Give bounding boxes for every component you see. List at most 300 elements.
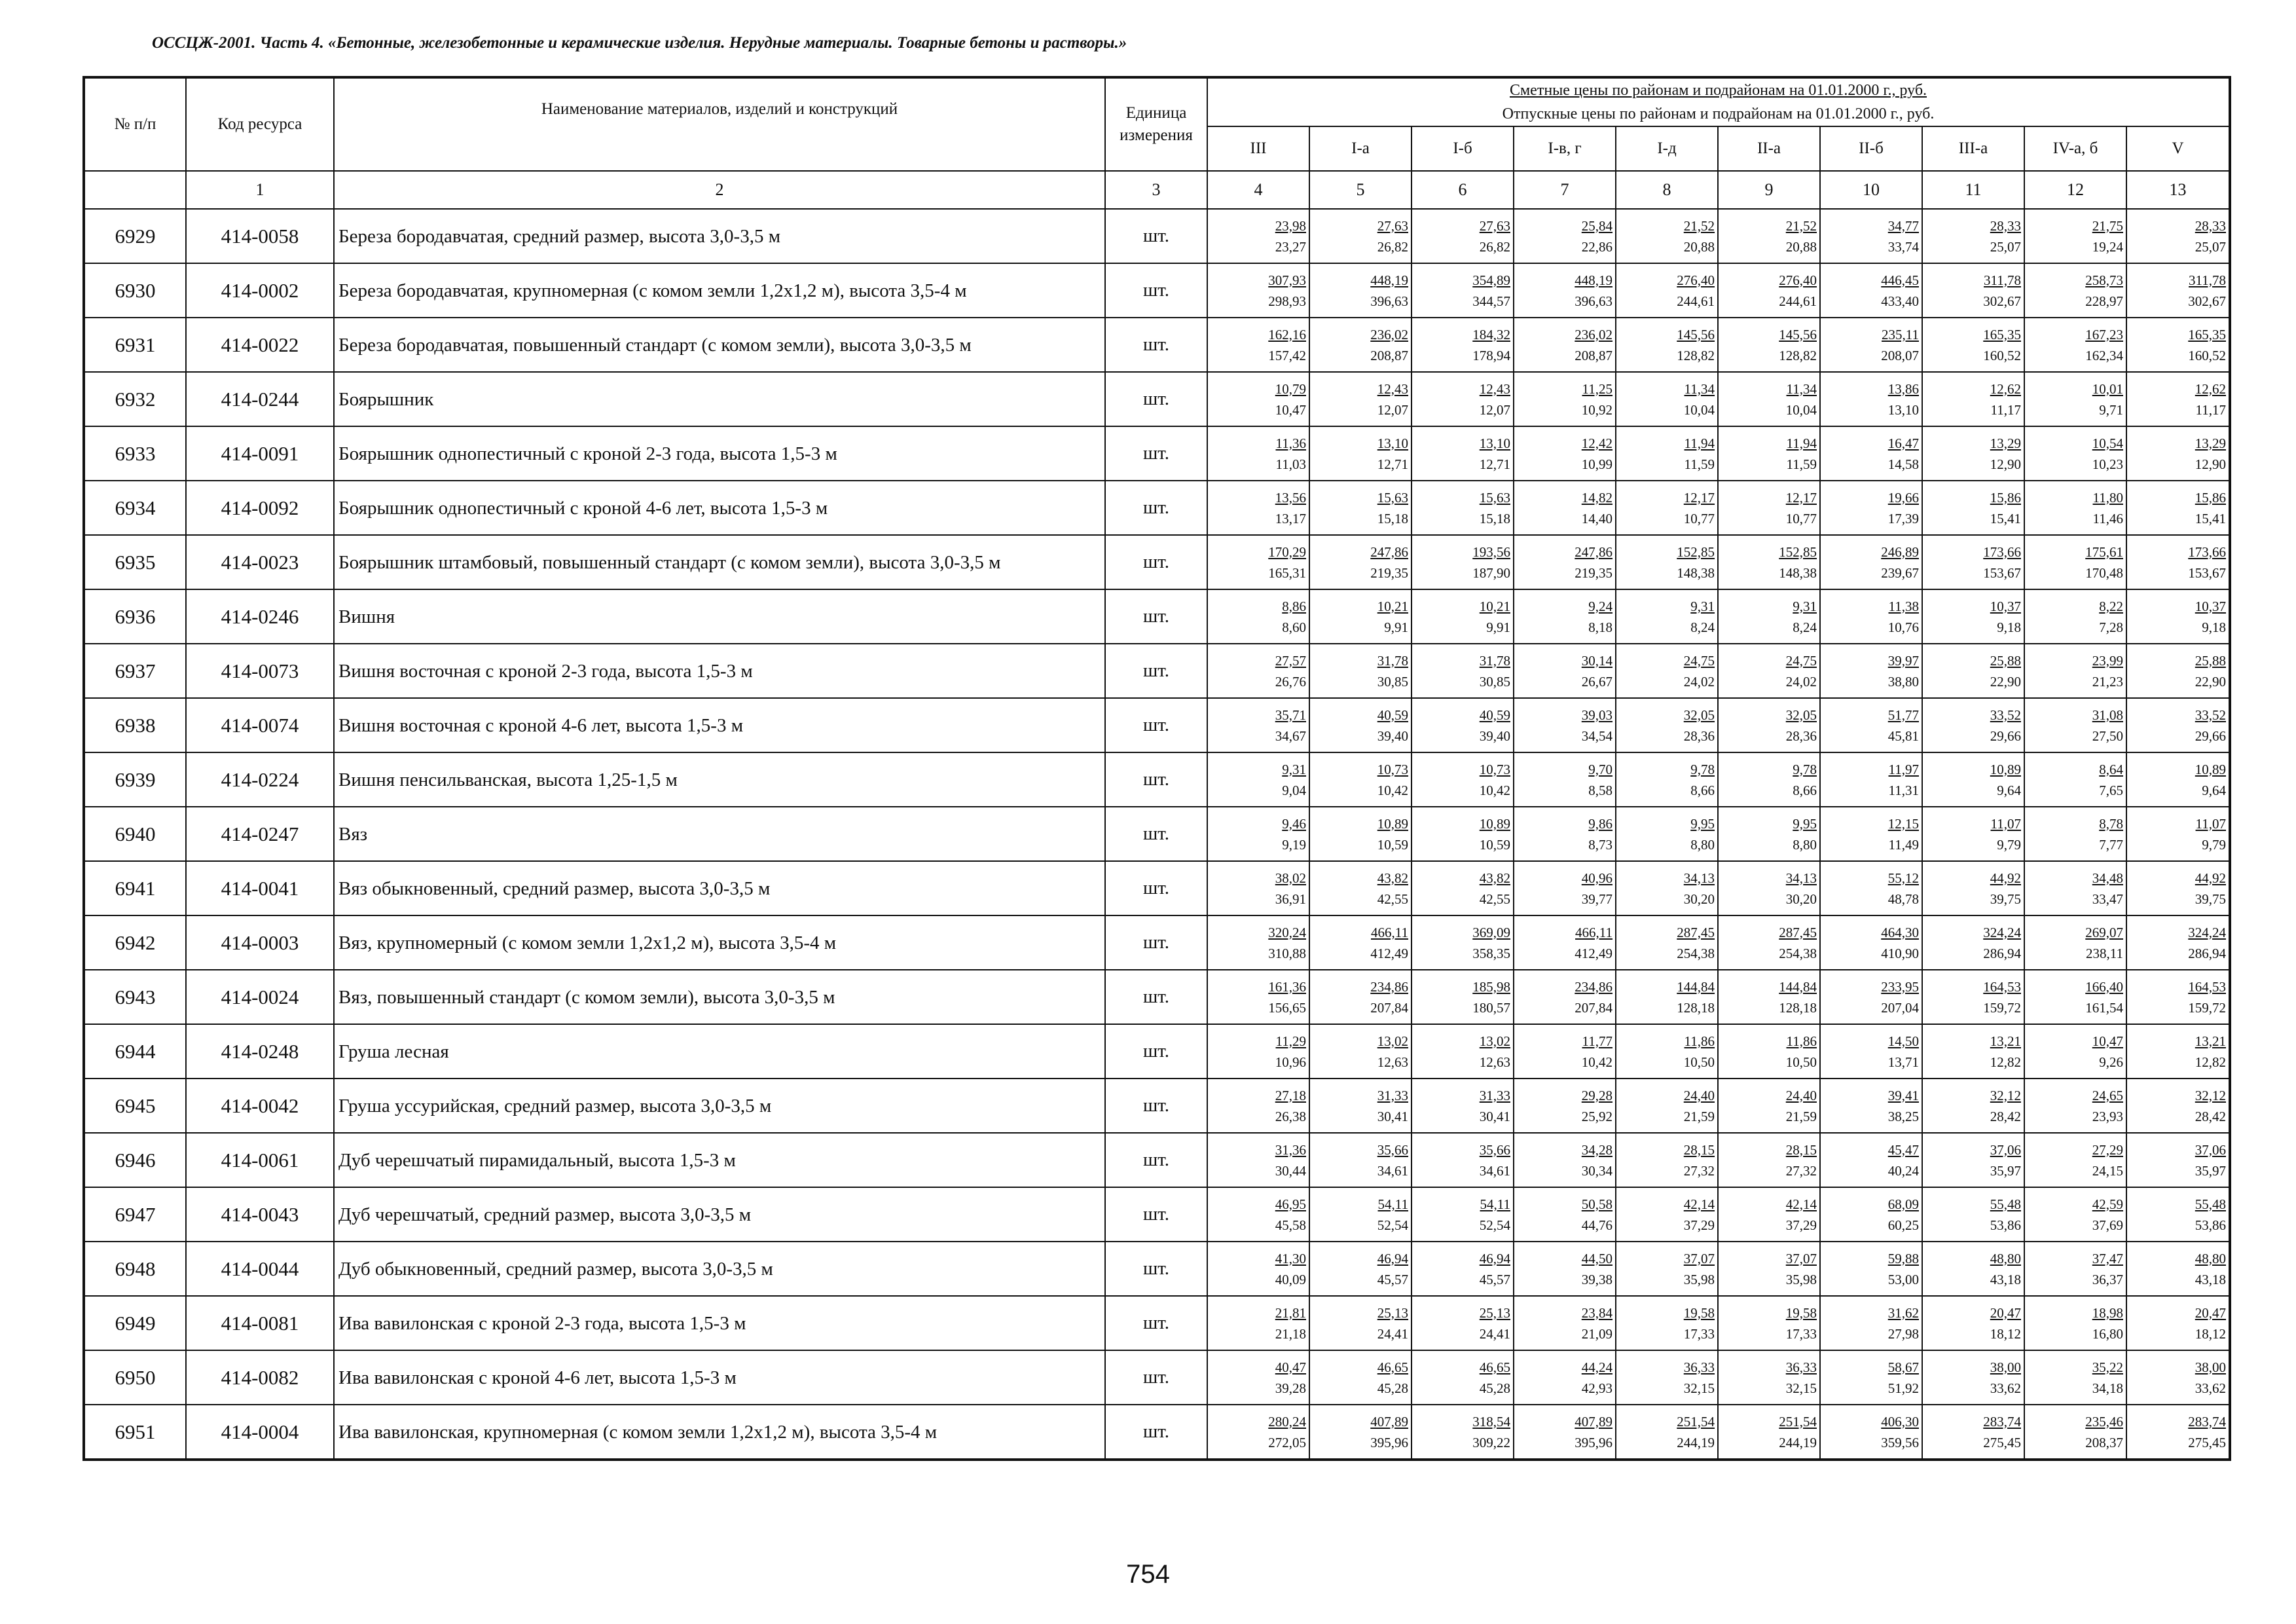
column-number: 13: [2126, 171, 2230, 209]
unit-cell: шт.: [1105, 915, 1207, 970]
estimate-price: 15,86: [1990, 489, 2021, 506]
estimate-price: 33,52: [1990, 707, 2021, 723]
estimate-price: 32,05: [1785, 707, 1817, 723]
price-cell: [2126, 752, 2230, 807]
price-cell: [1820, 426, 1922, 481]
price-cell: [1718, 1350, 1820, 1405]
header-name: Наименование материалов, изделий и конструкций: [334, 77, 1105, 171]
unit-cell: шт.: [1105, 209, 1207, 263]
estimate-price: 48,80: [2195, 1250, 2227, 1266]
row-number: 6948: [84, 1242, 186, 1296]
price-cell: [1922, 644, 2024, 698]
estimate-price: 33,52: [2195, 707, 2227, 723]
estimate-price: 31,33: [1479, 1087, 1510, 1103]
material-name: Боярышник: [334, 372, 1105, 426]
estimate-price: 448,19: [1575, 272, 1613, 288]
release-price: 39,38: [1581, 1271, 1613, 1287]
price-cell: [2126, 1024, 2230, 1079]
material-name: Груша лесная: [334, 1024, 1105, 1079]
estimate-price: 10,37: [2195, 598, 2227, 614]
material-name: Береза бородавчатая, повышенный стандарт (с комом земли), высота 3,0-3,5 м: [334, 318, 1105, 372]
estimate-price: 37,07: [1785, 1250, 1817, 1266]
release-price: 22,90: [1990, 673, 2021, 690]
price-cell: [1514, 1187, 1616, 1242]
release-price: 9,91: [1384, 619, 1408, 635]
estimate-price: 13,02: [1377, 1033, 1408, 1049]
column-number-blank: [84, 171, 186, 209]
price-cell: [1922, 1350, 2024, 1405]
price-cell: [1820, 372, 1922, 426]
table-row: [84, 318, 2230, 372]
estimate-price: 9,31: [1793, 598, 1817, 614]
resource-code: 414-0043: [186, 1187, 334, 1242]
release-price: 53,86: [1990, 1217, 2021, 1233]
release-price: 9,64: [1997, 782, 2021, 798]
release-price: 433,40: [1881, 293, 1919, 309]
release-price: 34,61: [1377, 1162, 1408, 1179]
price-cell: [1309, 481, 1412, 535]
estimate-price: 32,12: [2195, 1087, 2227, 1103]
estimate-price: 31,78: [1479, 652, 1510, 669]
price-cell: [1207, 1242, 1309, 1296]
estimate-price: 25,13: [1479, 1304, 1510, 1321]
price-cell: [1820, 1350, 1922, 1405]
estimate-price: 24,65: [2092, 1087, 2123, 1103]
price-cell: [1309, 1296, 1412, 1350]
estimate-price: 35,71: [1275, 707, 1306, 723]
estimate-price: 13,29: [2195, 435, 2227, 451]
resource-code: 414-0002: [186, 263, 334, 318]
estimate-price: 25,88: [1990, 652, 2021, 669]
estimate-price: 9,95: [1793, 815, 1817, 832]
estimate-price: 247,86: [1370, 544, 1408, 560]
price-cell: [1309, 263, 1412, 318]
release-price: 37,69: [2092, 1217, 2123, 1233]
unit-cell: шт.: [1105, 1024, 1207, 1079]
estimate-price: 258,73: [2085, 272, 2123, 288]
estimate-price: 28,33: [2195, 217, 2227, 234]
estimate-price: 8,22: [2099, 598, 2123, 614]
column-number: 10: [1820, 171, 1922, 209]
release-price: 207,84: [1370, 999, 1408, 1016]
release-price: 34,61: [1479, 1162, 1510, 1179]
estimate-price: 407,89: [1370, 1413, 1408, 1430]
price-cell: [1718, 807, 1820, 861]
price-cell: [1412, 481, 1514, 535]
price-cell: [1718, 752, 1820, 807]
estimate-price: 236,02: [1575, 326, 1613, 342]
release-price: 10,77: [1785, 510, 1817, 526]
table-row: [84, 1350, 2230, 1405]
estimate-price: 9,78: [1793, 761, 1817, 777]
table-row: [84, 807, 2230, 861]
price-cell: [1718, 644, 1820, 698]
release-price: 10,59: [1479, 836, 1510, 853]
row-number: 6931: [84, 318, 186, 372]
price-cell: [1514, 1079, 1616, 1133]
release-price: 11,31: [1888, 782, 1919, 798]
release-price: 39,28: [1275, 1380, 1306, 1396]
estimate-price: 32,05: [1683, 707, 1715, 723]
document-header: ОССЦЖ-2001. Часть 4. «Бетонные, железобетонные и керамические изделия. Нерудные материалы. Товарные бетоны и растворы.»: [152, 34, 1127, 52]
release-price: 10,59: [1377, 836, 1408, 853]
column-number: 3: [1105, 171, 1207, 209]
estimate-price: 173,66: [2188, 544, 2227, 560]
estimate-price: 23,99: [2092, 652, 2123, 669]
price-cell: [1922, 535, 2024, 589]
estimate-price: 34,48: [2092, 870, 2123, 886]
price-cell: [1514, 698, 1616, 752]
region-header: IV-а, б: [2024, 126, 2126, 171]
estimate-price: 41,30: [1275, 1250, 1306, 1266]
release-price: 20,88: [1785, 238, 1817, 255]
price-cell: [1412, 698, 1514, 752]
release-price: 30,85: [1377, 673, 1408, 690]
release-price: 22,86: [1581, 238, 1613, 255]
price-cell: [1412, 1187, 1514, 1242]
release-price: 286,94: [1983, 945, 2021, 961]
resource-code: 414-0058: [186, 209, 334, 263]
price-cell: [1309, 1242, 1412, 1296]
release-price: 27,32: [1683, 1162, 1715, 1179]
row-number: 6951: [84, 1405, 186, 1460]
estimate-price: 10,73: [1479, 761, 1510, 777]
release-price: 40,24: [1887, 1162, 1919, 1179]
release-price: 410,90: [1881, 945, 1919, 961]
estimate-price: 37,07: [1683, 1250, 1715, 1266]
resource-code: 414-0081: [186, 1296, 334, 1350]
release-price: 42,55: [1377, 891, 1408, 907]
release-price: 24,41: [1479, 1325, 1510, 1342]
price-cell: [2126, 915, 2230, 970]
price-cell: [2024, 426, 2126, 481]
release-price: 8,24: [1793, 619, 1817, 635]
release-price: 12,82: [2195, 1054, 2227, 1070]
release-price: 170,48: [2085, 564, 2123, 581]
price-cell: [1820, 318, 1922, 372]
estimate-price: 193,56: [1472, 544, 1510, 560]
estimate-price: 31,08: [2092, 707, 2123, 723]
release-price: 10,99: [1581, 456, 1613, 472]
estimate-price: 10,73: [1377, 761, 1408, 777]
price-cell: [1616, 915, 1718, 970]
estimate-price: 19,66: [1887, 489, 1919, 506]
release-price: 21,59: [1683, 1108, 1715, 1124]
price-cell: [1922, 1405, 2024, 1460]
release-price: 36,91: [1275, 891, 1306, 907]
estimate-price: 37,47: [2092, 1250, 2123, 1266]
price-cell: [1514, 752, 1616, 807]
estimate-price: 44,92: [2195, 870, 2227, 886]
estimate-price: 34,28: [1581, 1141, 1613, 1158]
price-cell: [1820, 752, 1922, 807]
release-price: 9,71: [2099, 401, 2123, 418]
price-cell: [1820, 535, 1922, 589]
price-cell: [1514, 1350, 1616, 1405]
price-cell: [1309, 1079, 1412, 1133]
table-row: [84, 589, 2230, 644]
price-cell: [1616, 1024, 1718, 1079]
price-cell: [1820, 1079, 1922, 1133]
price-cell: [1616, 1079, 1718, 1133]
release-price: 128,18: [1677, 999, 1715, 1016]
estimate-price: 14,82: [1581, 489, 1613, 506]
estimate-price: 251,54: [1677, 1413, 1715, 1430]
release-price: 45,57: [1377, 1271, 1408, 1287]
release-price: 162,34: [2085, 347, 2123, 363]
header-prices-estimate: Сметные цены по районам и подрайонам на 01.01.2000 г., руб.: [1509, 82, 1927, 99]
release-price: 8,18: [1588, 619, 1613, 635]
release-price: 180,57: [1472, 999, 1510, 1016]
unit-cell: шт.: [1105, 698, 1207, 752]
estimate-price: 38,00: [1990, 1359, 2021, 1375]
resource-code: 414-0091: [186, 426, 334, 481]
price-cell: [1412, 1350, 1514, 1405]
estimate-price: 11,80: [2092, 489, 2123, 506]
release-price: 178,94: [1472, 347, 1510, 363]
release-price: 10,50: [1683, 1054, 1715, 1070]
price-cell: [2024, 970, 2126, 1024]
price-cell: [1718, 1405, 1820, 1460]
material-name: Ива вавилонская, крупномерная (с комом земли 1,2х1,2 м), высота 3,5-4 м: [334, 1405, 1105, 1460]
resource-code: 414-0041: [186, 861, 334, 915]
price-cell: [1412, 589, 1514, 644]
table-row: [84, 698, 2230, 752]
release-price: 37,29: [1785, 1217, 1817, 1233]
estimate-price: 406,30: [1881, 1413, 1919, 1430]
release-price: 358,35: [1472, 945, 1510, 961]
price-cell: [1820, 1405, 1922, 1460]
price-cell: [1820, 1133, 1922, 1187]
header-code: Код ресурса: [186, 77, 334, 171]
price-cell: [2126, 535, 2230, 589]
price-cell: [1207, 915, 1309, 970]
release-price: 7,28: [2099, 619, 2123, 635]
estimate-price: 8,86: [1282, 598, 1306, 614]
estimate-price: 280,24: [1268, 1413, 1306, 1430]
release-price: 26,38: [1275, 1108, 1306, 1124]
region-header: III-а: [1922, 126, 2024, 171]
estimate-price: 55,12: [1887, 870, 1919, 886]
estimate-price: 12,15: [1887, 815, 1919, 832]
row-number: 6947: [84, 1187, 186, 1242]
estimate-price: 9,46: [1282, 815, 1306, 832]
estimate-price: 11,86: [1786, 1033, 1817, 1049]
price-cell: [1718, 861, 1820, 915]
estimate-price: 21,52: [1785, 217, 1817, 234]
release-price: 244,19: [1779, 1434, 1817, 1450]
estimate-price: 24,75: [1785, 652, 1817, 669]
price-cell: [1616, 1405, 1718, 1460]
release-price: 24,02: [1785, 673, 1817, 690]
estimate-price: 354,89: [1472, 272, 1510, 288]
price-cell: [2024, 644, 2126, 698]
resource-code: 414-0042: [186, 1079, 334, 1133]
release-price: 30,41: [1479, 1108, 1510, 1124]
price-cell: [2024, 915, 2126, 970]
price-cell: [2126, 644, 2230, 698]
estimate-price: 10,89: [2195, 761, 2227, 777]
table-row: [84, 1187, 2230, 1242]
estimate-price: 54,11: [1480, 1196, 1510, 1212]
estimate-price: 12,17: [1785, 489, 1817, 506]
release-price: 32,15: [1785, 1380, 1817, 1396]
price-cell: [1616, 1242, 1718, 1296]
price-cell: [1820, 644, 1922, 698]
estimate-price: 11,97: [1888, 761, 1919, 777]
estimate-price: 45,47: [1887, 1141, 1919, 1158]
release-price: 33,62: [1990, 1380, 2021, 1396]
price-cell: [1412, 1405, 1514, 1460]
price-cell: [1207, 807, 1309, 861]
price-cell: [1514, 861, 1616, 915]
estimate-price: 13,21: [2195, 1033, 2227, 1049]
estimate-price: 44,50: [1581, 1250, 1613, 1266]
release-price: 11,17: [2195, 401, 2227, 418]
release-price: 12,63: [1479, 1054, 1510, 1070]
price-cell: [1207, 1187, 1309, 1242]
column-number: 1: [186, 171, 334, 209]
price-cell: [1616, 752, 1718, 807]
release-price: 34,54: [1581, 728, 1613, 744]
column-number: 4: [1207, 171, 1309, 209]
estimate-price: 31,78: [1377, 652, 1408, 669]
price-cell: [1922, 426, 2024, 481]
estimate-price: 466,11: [1371, 924, 1408, 940]
estimate-price: 9,24: [1588, 598, 1613, 614]
estimate-price: 30,14: [1581, 652, 1613, 669]
price-cell: [1309, 644, 1412, 698]
release-price: 17,39: [1887, 510, 1919, 526]
estimate-price: 37,06: [2195, 1141, 2227, 1158]
price-cell: [1922, 209, 2024, 263]
price-cell: [1820, 263, 1922, 318]
estimate-price: 43,82: [1377, 870, 1408, 886]
estimate-price: 369,09: [1472, 924, 1510, 940]
estimate-price: 46,94: [1377, 1250, 1408, 1266]
estimate-price: 12,42: [1581, 435, 1613, 451]
row-number: 6940: [84, 807, 186, 861]
estimate-price: 27,63: [1479, 217, 1510, 234]
price-cell: [1309, 915, 1412, 970]
unit-cell: шт.: [1105, 644, 1207, 698]
release-price: 208,87: [1575, 347, 1613, 363]
estimate-price: 235,46: [2085, 1413, 2123, 1430]
price-cell: [1616, 861, 1718, 915]
estimate-price: 42,59: [2092, 1196, 2123, 1212]
release-price: 8,24: [1690, 619, 1715, 635]
price-cell: [2024, 1187, 2126, 1242]
price-cell: [1922, 481, 2024, 535]
release-price: 42,55: [1479, 891, 1510, 907]
row-number: 6932: [84, 372, 186, 426]
estimate-price: 13,21: [1990, 1033, 2021, 1049]
price-cell: [1514, 1024, 1616, 1079]
material-name: Боярышник однопестичный с кроной 2-3 года, высота 1,5-3 м: [334, 426, 1105, 481]
release-price: 30,20: [1683, 891, 1715, 907]
release-price: 35,98: [1785, 1271, 1817, 1287]
release-price: 33,47: [2092, 891, 2123, 907]
price-cell: [1616, 589, 1718, 644]
release-price: 148,38: [1677, 564, 1715, 581]
estimate-price: 276,40: [1779, 272, 1817, 288]
price-cell: [1922, 698, 2024, 752]
estimate-price: 10,21: [1377, 598, 1408, 614]
release-price: 24,15: [2092, 1162, 2123, 1179]
price-cell: [1309, 372, 1412, 426]
table-row: [84, 426, 2230, 481]
release-price: 8,80: [1690, 836, 1715, 853]
estimate-price: 38,00: [2195, 1359, 2227, 1375]
release-price: 12,71: [1377, 456, 1408, 472]
row-number: 6950: [84, 1350, 186, 1405]
price-cell: [2024, 861, 2126, 915]
price-cell: [1922, 372, 2024, 426]
price-cell: [2024, 1024, 2126, 1079]
price-cell: [1922, 1187, 2024, 1242]
row-number: 6943: [84, 970, 186, 1024]
table-row: [84, 209, 2230, 263]
estimate-price: 15,86: [2195, 489, 2227, 506]
release-price: 27,98: [1887, 1325, 1919, 1342]
estimate-price: 144,84: [1779, 978, 1817, 995]
price-cell: [1820, 698, 1922, 752]
price-cell: [1412, 915, 1514, 970]
price-cell: [1922, 915, 2024, 970]
region-header: II-б: [1820, 126, 1922, 171]
material-name: Вяз обыкновенный, средний размер, высота 3,0-3,5 м: [334, 861, 1105, 915]
estimate-price: 31,36: [1275, 1141, 1306, 1158]
release-price: 238,11: [2086, 945, 2123, 961]
price-cell: [1514, 209, 1616, 263]
release-price: 36,37: [2092, 1271, 2123, 1287]
estimate-price: 39,03: [1581, 707, 1613, 723]
price-cell: [2126, 481, 2230, 535]
column-number: 12: [2024, 171, 2126, 209]
price-cell: [2024, 1079, 2126, 1133]
release-price: 28,42: [1990, 1108, 2021, 1124]
estimate-price: 167,23: [2085, 326, 2123, 342]
release-price: 21,09: [1581, 1325, 1613, 1342]
price-cell: [2024, 807, 2126, 861]
release-price: 26,76: [1275, 673, 1306, 690]
resource-code: 414-0244: [186, 372, 334, 426]
table-row: [84, 535, 2230, 589]
price-table: [82, 76, 2231, 1461]
price-cell: [2126, 1187, 2230, 1242]
estimate-price: 8,64: [2099, 761, 2123, 777]
estimate-price: 24,75: [1683, 652, 1715, 669]
table-row: [84, 752, 2230, 807]
unit-cell: шт.: [1105, 535, 1207, 589]
release-price: 13,71: [1887, 1054, 1919, 1070]
estimate-price: 28,15: [1785, 1141, 1817, 1158]
unit-cell: шт.: [1105, 1242, 1207, 1296]
price-cell: [1616, 1296, 1718, 1350]
release-price: 239,67: [1881, 564, 1919, 581]
price-cell: [1922, 1242, 2024, 1296]
estimate-price: 164,53: [1983, 978, 2021, 995]
price-cell: [1718, 1187, 1820, 1242]
release-price: 34,67: [1275, 728, 1306, 744]
release-price: 12,71: [1479, 456, 1510, 472]
estimate-price: 42,14: [1785, 1196, 1817, 1212]
release-price: 396,63: [1370, 293, 1408, 309]
price-cell: [2126, 1350, 2230, 1405]
material-name: Береза бородавчатая, крупномерная (с комом земли 1,2х1,2 м), высота 3,5-4 м: [334, 263, 1105, 318]
release-price: 28,42: [2195, 1108, 2227, 1124]
material-name: Вишня: [334, 589, 1105, 644]
